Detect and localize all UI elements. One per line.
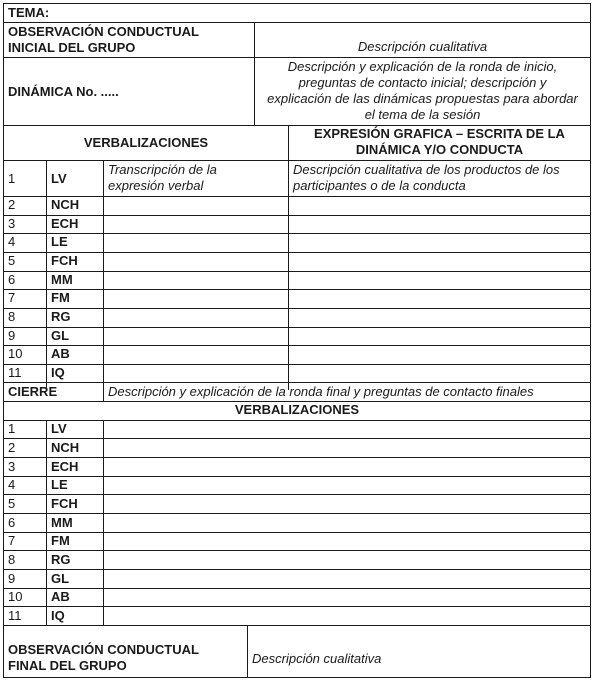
row-3-code: ECH: [51, 216, 79, 231]
row-1-num: 1: [8, 171, 16, 186]
row-7-code: FM: [51, 290, 70, 305]
verbalizaciones-header-2: VERBALIZACIONES: [234, 402, 360, 417]
row2-7-code: FM: [51, 533, 70, 548]
row2-5-code: FCH: [51, 496, 78, 511]
row2-6-code: MM: [51, 515, 73, 530]
cierre-label: CIERRE: [8, 384, 58, 399]
dinamica-label: DINÁMICA No. .....: [8, 84, 119, 99]
obs-inicial-label: OBSERVACIÓN CONDUCTUAL INICIAL DEL GRUPO: [8, 24, 199, 55]
row2-6-num: 6: [8, 515, 16, 530]
row-8-num: 8: [8, 309, 16, 324]
row2-1-num: 1: [8, 421, 16, 436]
row-2-code: NCH: [51, 197, 80, 212]
row-10-code: AB: [51, 346, 70, 361]
row-9-code: GL: [51, 328, 70, 343]
row2-1-code: LV: [51, 421, 67, 436]
row-6-num: 6: [8, 272, 16, 287]
row-11-num: 11: [8, 365, 22, 380]
obs-final-value: Descripción cualitativa: [252, 651, 382, 666]
row2-10-code: AB: [51, 589, 70, 604]
row-4-num: 4: [8, 234, 16, 249]
row-5-num: 5: [8, 253, 16, 268]
row2-9-num: 9: [8, 571, 16, 586]
row2-3-code: ECH: [51, 459, 79, 474]
verbalizaciones-header: VERBALIZACIONES: [83, 135, 209, 150]
row2-2-code: NCH: [51, 440, 80, 455]
row2-9-code: GL: [51, 571, 70, 586]
row2-5-num: 5: [8, 496, 16, 511]
session-observation-form: [3, 3, 591, 678]
row-2-num: 2: [8, 197, 16, 212]
row2-8-code: RG: [51, 552, 71, 567]
row2-4-code: LE: [51, 477, 68, 492]
row-10-num: 10: [8, 346, 23, 361]
row-3-num: 3: [8, 216, 16, 231]
row-9-num: 9: [8, 328, 16, 343]
row-6-code: MM: [51, 272, 73, 287]
tema-label: TEMA:: [8, 5, 50, 20]
row2-8-num: 8: [8, 552, 16, 567]
obs-final-label: OBSERVACIÓN CONDUCTUAL FINAL DEL GRUPO: [8, 642, 199, 673]
cierre-desc: Descripción y explicación de la ronda final y preguntas de contacto finales: [108, 384, 534, 399]
row2-7-num: 7: [8, 533, 16, 548]
obs-inicial-value: Descripción cualitativa: [357, 39, 488, 54]
dinamica-desc: Descripción y explicación de la ronda de inicio, preguntas de contacto inicial; descripción y explicación de las dinámicas propuestas para abordar el tema de la sesión: [267, 59, 578, 122]
transcripcion-desc: Transcripción de la expresión verbal: [108, 162, 217, 193]
row-5-code: FCH: [51, 253, 78, 268]
row-1-code: LV: [51, 171, 67, 186]
row-11-code: IQ: [51, 365, 65, 380]
row2-3-num: 3: [8, 459, 16, 474]
expresion-header: EXPRESIÓN GRAFICA – ESCRITA DE LA DINÁMICA Y/O CONDUCTA: [314, 126, 565, 157]
row-4-code: LE: [51, 234, 68, 249]
row2-11-code: IQ: [51, 608, 65, 623]
row-7-num: 7: [8, 290, 16, 305]
productos-desc: Descripción cualitativa de los productos de los participantes o de la conducta: [293, 162, 560, 193]
row2-2-num: 2: [8, 440, 16, 455]
row-8-code: RG: [51, 309, 71, 324]
row2-10-num: 10: [8, 589, 23, 604]
row2-11-num: 11: [8, 608, 22, 623]
row2-4-num: 4: [8, 477, 16, 492]
